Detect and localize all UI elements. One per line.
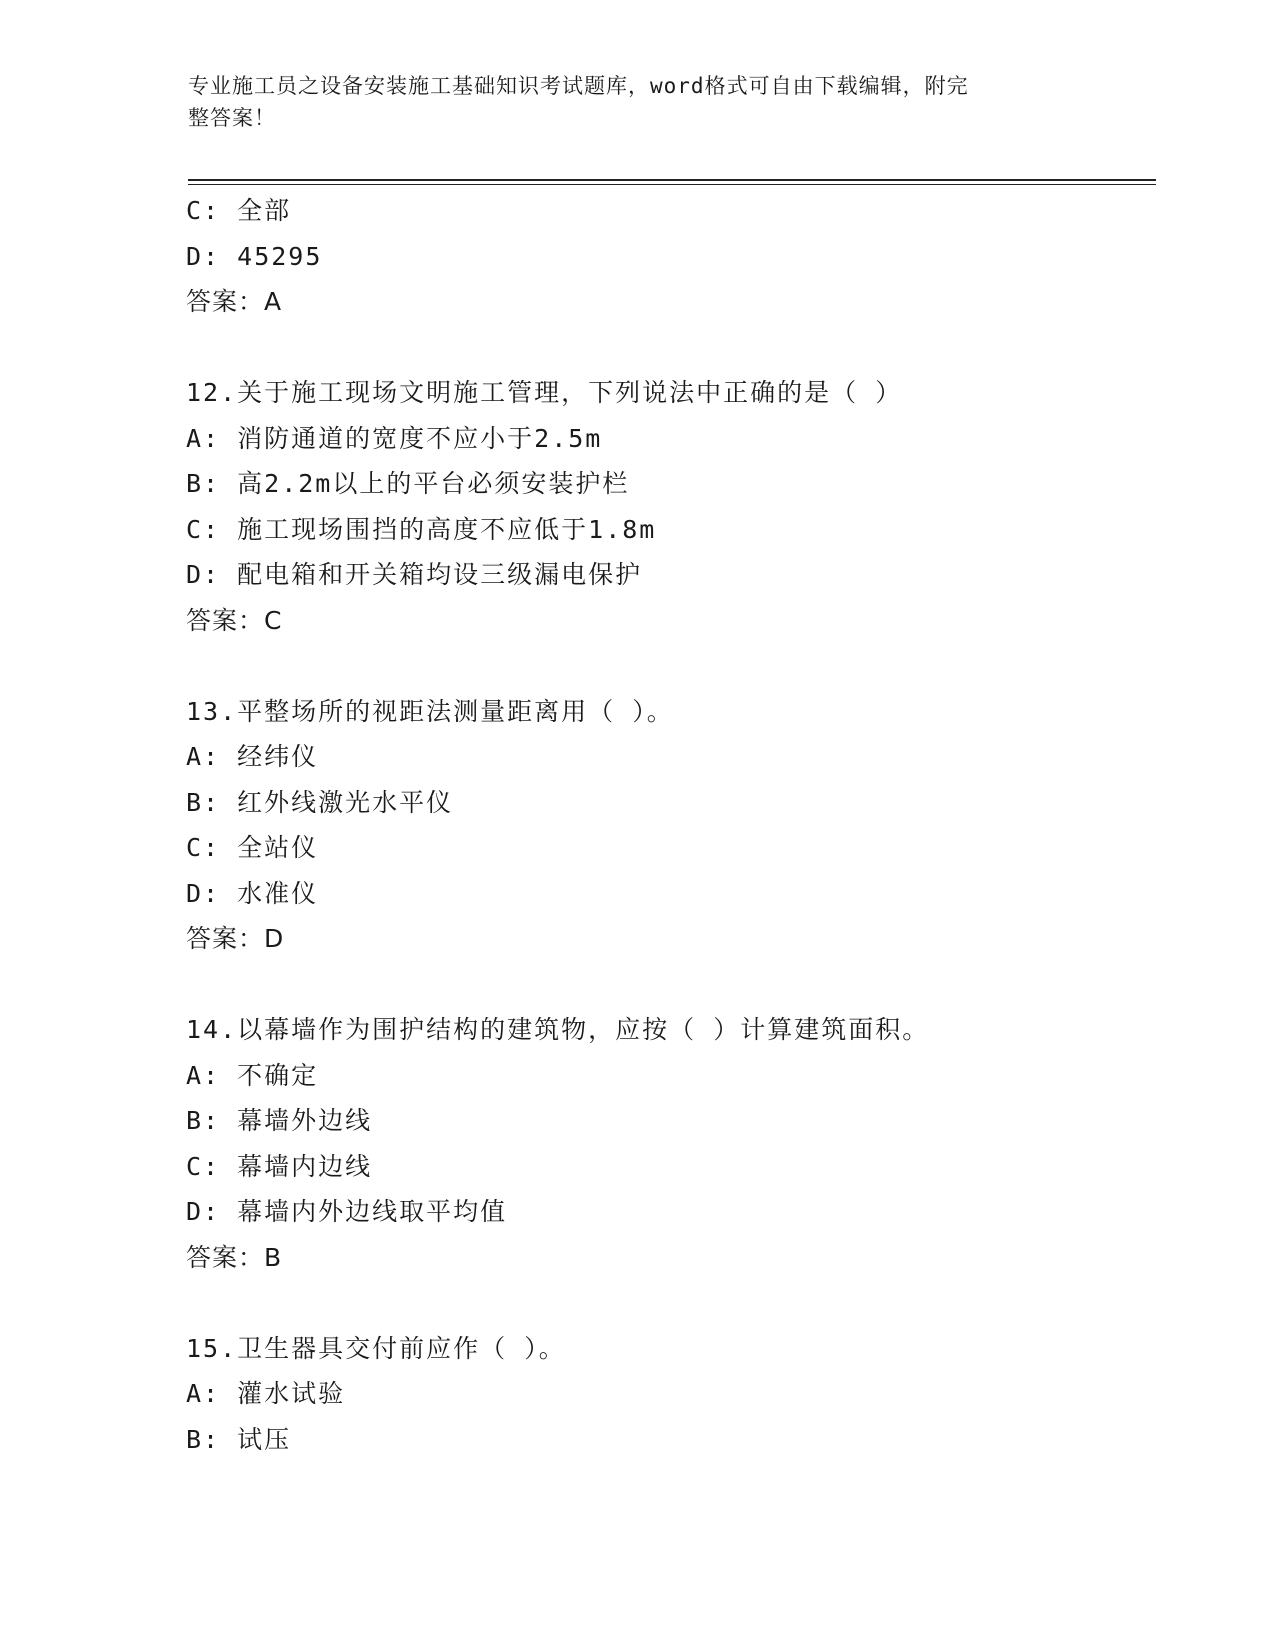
option-b: B: 幕墙外边线	[186, 1106, 373, 1135]
option-b: B: 高2.2m以上的平台必须安装护栏	[186, 469, 630, 498]
header-title-line-2: 整答案！	[188, 106, 276, 130]
answer-line: 答案：A	[186, 287, 283, 316]
option-b: B: 试压	[186, 1424, 292, 1454]
option-a: A: 灌水试验	[186, 1379, 346, 1408]
option-a: A: 经纬仪	[186, 742, 319, 771]
question-13	[186, 689, 1166, 962]
spacer	[186, 962, 1166, 1008]
question-11-tail	[186, 188, 1166, 325]
option-b: B: 红外线激光水平仪	[186, 787, 454, 817]
spacer	[186, 1280, 1166, 1326]
document-header	[188, 70, 1068, 134]
option-d: D: 水准仪	[186, 878, 319, 908]
question-stem: 13.平整场所的视距法测量距离用（ ）。	[186, 696, 674, 726]
question-stem: 15.卫生器具交付前应作（ ）。	[186, 1333, 566, 1363]
spacer	[186, 643, 1166, 689]
option-d: D: 45295	[186, 241, 323, 271]
answer-line: 答案：D	[186, 924, 285, 953]
spacer	[186, 325, 1166, 371]
header-title-line-1: 专业施工员之设备安装施工基础知识考试题库，word格式可自由下载编辑，附完	[188, 74, 969, 98]
option-c: C: 全站仪	[186, 833, 319, 862]
answer-line: 答案：B	[186, 1242, 283, 1272]
option-c: C: 施工现场围挡的高度不应低于1.8m	[186, 514, 657, 544]
question-12	[186, 370, 1166, 643]
question-14	[186, 1007, 1166, 1280]
header-divider-thick	[188, 179, 1156, 181]
answer-line: 答案：C	[186, 605, 283, 635]
option-c: C: 幕墙内边线	[186, 1151, 373, 1181]
question-stem: 14.以幕墙作为围护结构的建筑物，应按（ ）计算建筑面积。	[186, 1015, 930, 1044]
question-list	[186, 188, 1166, 1462]
option-d: D: 幕墙内外边线取平均值	[186, 1197, 508, 1226]
option-a: A: 消防通道的宽度不应小于2.5m	[186, 423, 603, 453]
option-c: C: 全部	[186, 196, 292, 225]
option-d: D: 配电箱和开关箱均设三级漏电保护	[186, 560, 643, 589]
question-15	[186, 1326, 1166, 1463]
option-a: A: 不确定	[186, 1060, 319, 1090]
header-divider-thin	[188, 184, 1156, 185]
question-stem: 12.关于施工现场文明施工管理，下列说法中正确的是（ ）	[186, 378, 903, 407]
